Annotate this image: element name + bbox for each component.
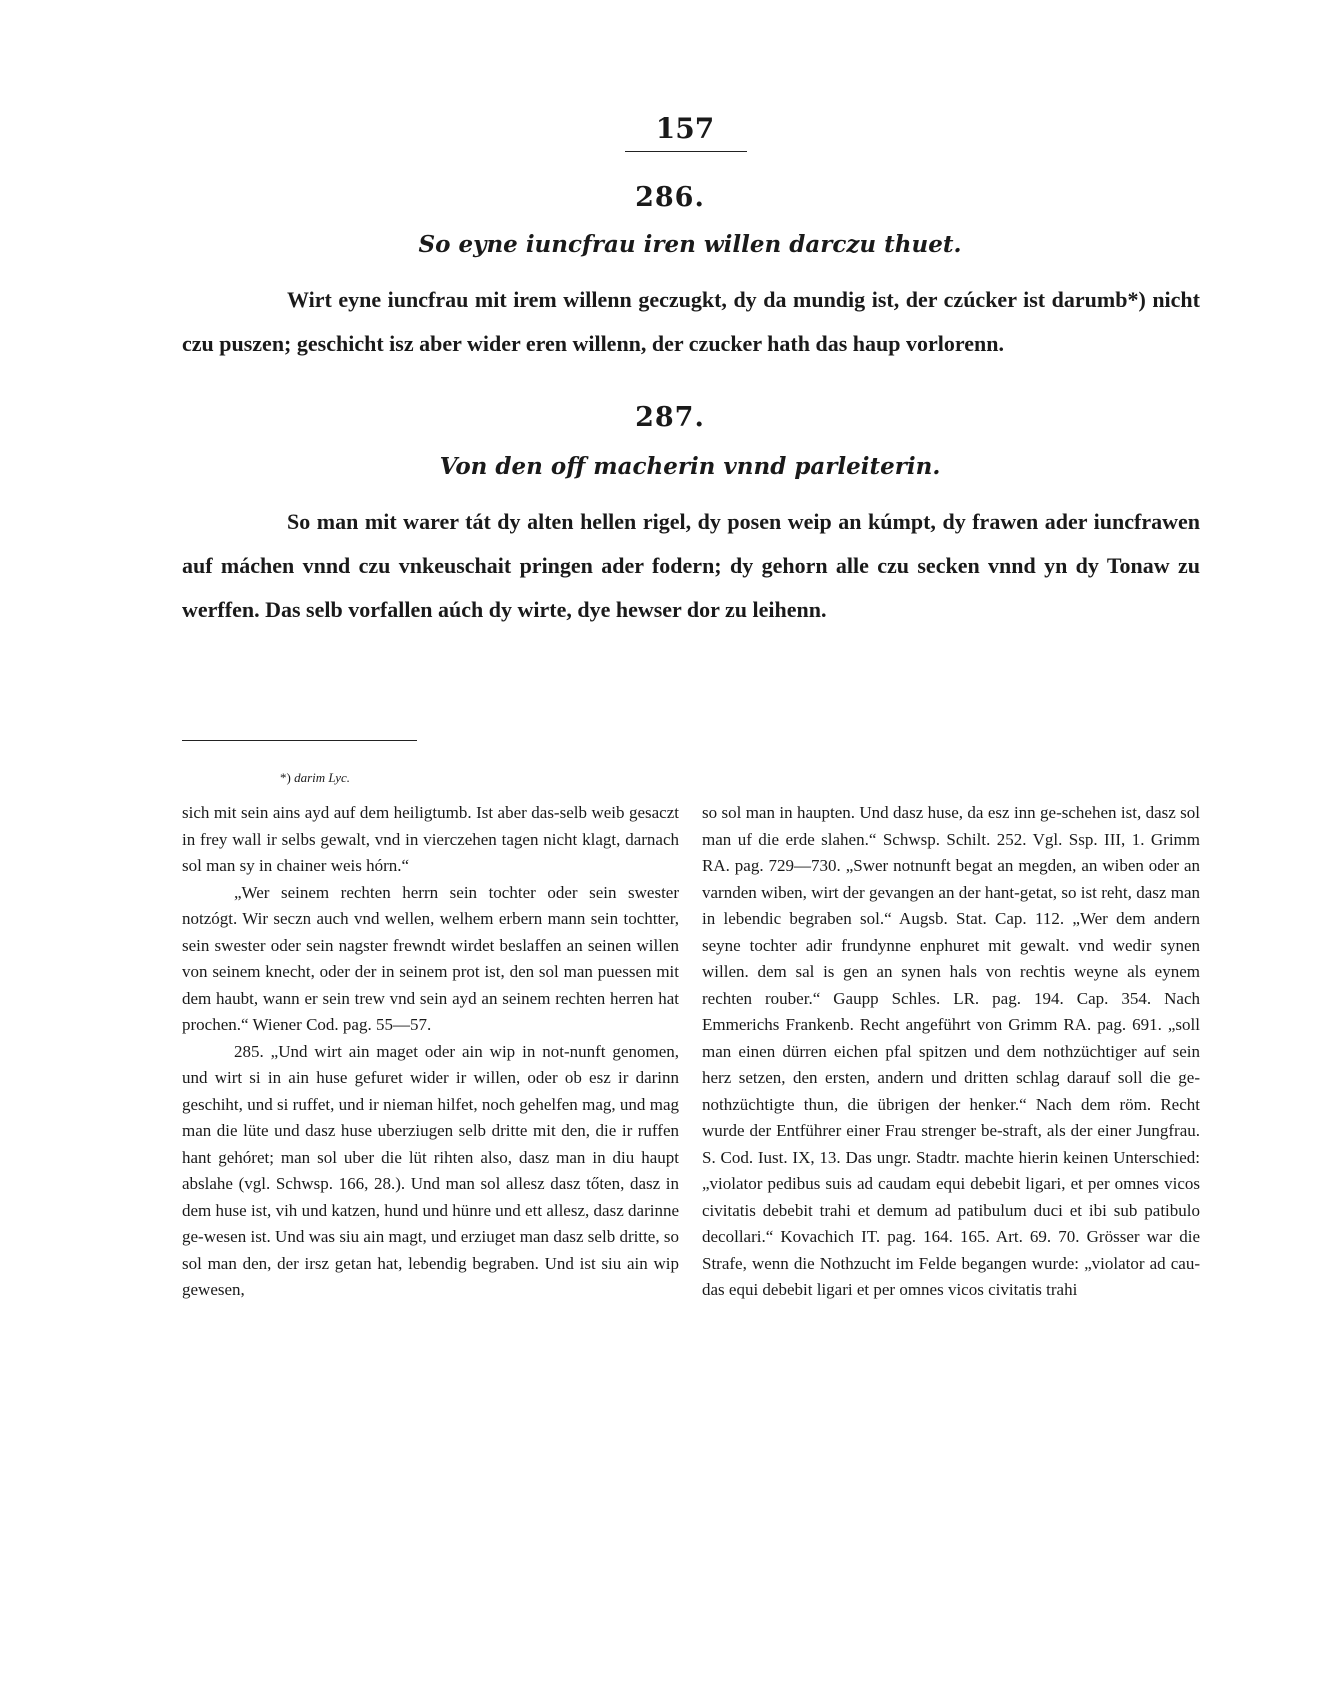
section-number-286: 286.	[635, 182, 705, 213]
footnote-mark: *)	[280, 770, 291, 785]
section-title-286: So eyne iuncfrau iren willen darczu thuet.	[418, 231, 962, 258]
section-title-287: Von den off macherin vnnd parleiterin.	[439, 453, 941, 480]
page-number-rule	[625, 151, 747, 152]
footnote	[280, 770, 350, 786]
footnote-text: darim Lyc.	[294, 770, 351, 785]
note-paragraph: 285. „Und wirt ain maget oder ain wip in not-nunft genomen, und wirt si in ain huse gefuret wider ir willen, oder ob esz ir darinn geschiht, und si ruffet, und ir nieman hilfet, noch gehelfen mag, und mag man die lüte und dasz huse uberziugen selb dritte mit den, die ir ruffen hant gehóret; man sol uber die lüt rihten also, dasz man in diu haupt abslahe (vgl. Schwsp. 166, 28.). Und man sol allesz dasz tőten, dasz in dem huse ist, vih und katzen, hund und hünre und ett allesz, dasz darinne ge-wesen ist. Und was siu ain magt, und erziuget man dasz selb dritte, so sol man den, der irsz getan hat, lebendig begraben. Und ist siu ain wip gewesen,	[182, 1041, 679, 1299]
section-text-287: So man mit warer tát dy alten hellen rigel, dy posen weip an kúmpt, dy frawen ader iuncfrawen auf máchen vnnd czu vnkeuschait pringen ader fodern; dy gehorn alle czu secken vnnd yn dy Tonaw zu werffen. Das selb vorfallen aúch dy wirte, dye hewser dor zu leihenn.	[182, 509, 1200, 622]
page-number: 157	[655, 112, 715, 145]
note-paragraph: sich mit sein ains ayd auf dem heiligtumb. Ist aber das-selb weib gesaczt in frey wall ir selbs gewalt, vnd in vierczehen tagen nicht klagt, darnach sol man sy in chainer weis hórn.“	[182, 803, 679, 875]
footnote-rule	[182, 740, 417, 741]
section-text-286: Wirt eyne iuncfrau mit irem willenn geczugkt, dy da mundig ist, der czúcker ist darumb*) nicht czu puszen; geschicht isz aber wider eren willenn, der czucker hath das haup vorlorenn.	[182, 287, 1200, 356]
notes-right-column	[702, 800, 1200, 1304]
notes-left-column	[182, 800, 679, 1304]
note-paragraph: „Wer seinem rechten herrn sein tochter oder sein swester notzógt. Wir seczn auch vnd wellen, welhem erbern mann sein tochtter, sein swester oder sein nagster frewndt wirdet beslaffen an seinen willen von seinem knecht, oder der in seinem prot ist, den sol man puessen mit dem haubt, wann er sein trew vnd sein ayd an seinem rechten herren hat prochen.“ Wiener Cod. pag. 55—57.	[182, 882, 679, 1034]
note-paragraph: so sol man in haupten. Und dasz huse, da esz inn ge-schehen ist, dasz sol man uf die erde slahen.“ Schwsp. Schilt. 252. Vgl. Ssp. III, 1. Grimm RA. pag. 729—730. „Swer notnunft begat an megden, an wiben oder an varnden wiben, wirt der gevangen an der hant-getat, so ist reht, dasz man in lebendic begraben sol.“ Augsb. Stat. Cap. 112. „Wer dem andern seyne tochter adir frundynne enphuret mit gewalt. vnd wedir synen willen. dem sal is gen an synen hals von rechtis weyne als eynem rechten rouber.“ Gaupp Schles. LR. pag. 194. Cap. 354. Nach Emmerichs Frankenb. Recht angeführt von Grimm RA. pag. 691. „soll man einen dürren eichen pfal spitzen und dem nothzüchtiger auf sein herz setzen, den ersten, andern und dritten schlag darauf soll die ge-nothzüchtigte thun, die übrigen der henker.“ Nach dem röm. Recht wurde der Entführer einer Frau strenger be-straft, als der einer Jungfrau. S. Cod. Iust. IX, 13. Das ungr. Stadtr. machte hierin keinen Unterschied: „violator pedibus suis ad caudam equi debebit ligari, et per omnes vicos civitatis debebit trahi et demum ad patibulum duci et ibi sub patibulo decollari.“ Kovachich IT. pag. 164. 165. Art. 69. 70. Grösser war die Strafe, wenn die Nothzucht im Felde begangen wurde: „violator ad cau-das equi debebit ligari et per omnes vicos civitatis trahi	[702, 803, 1200, 1299]
section-number-287: 287.	[635, 402, 705, 433]
